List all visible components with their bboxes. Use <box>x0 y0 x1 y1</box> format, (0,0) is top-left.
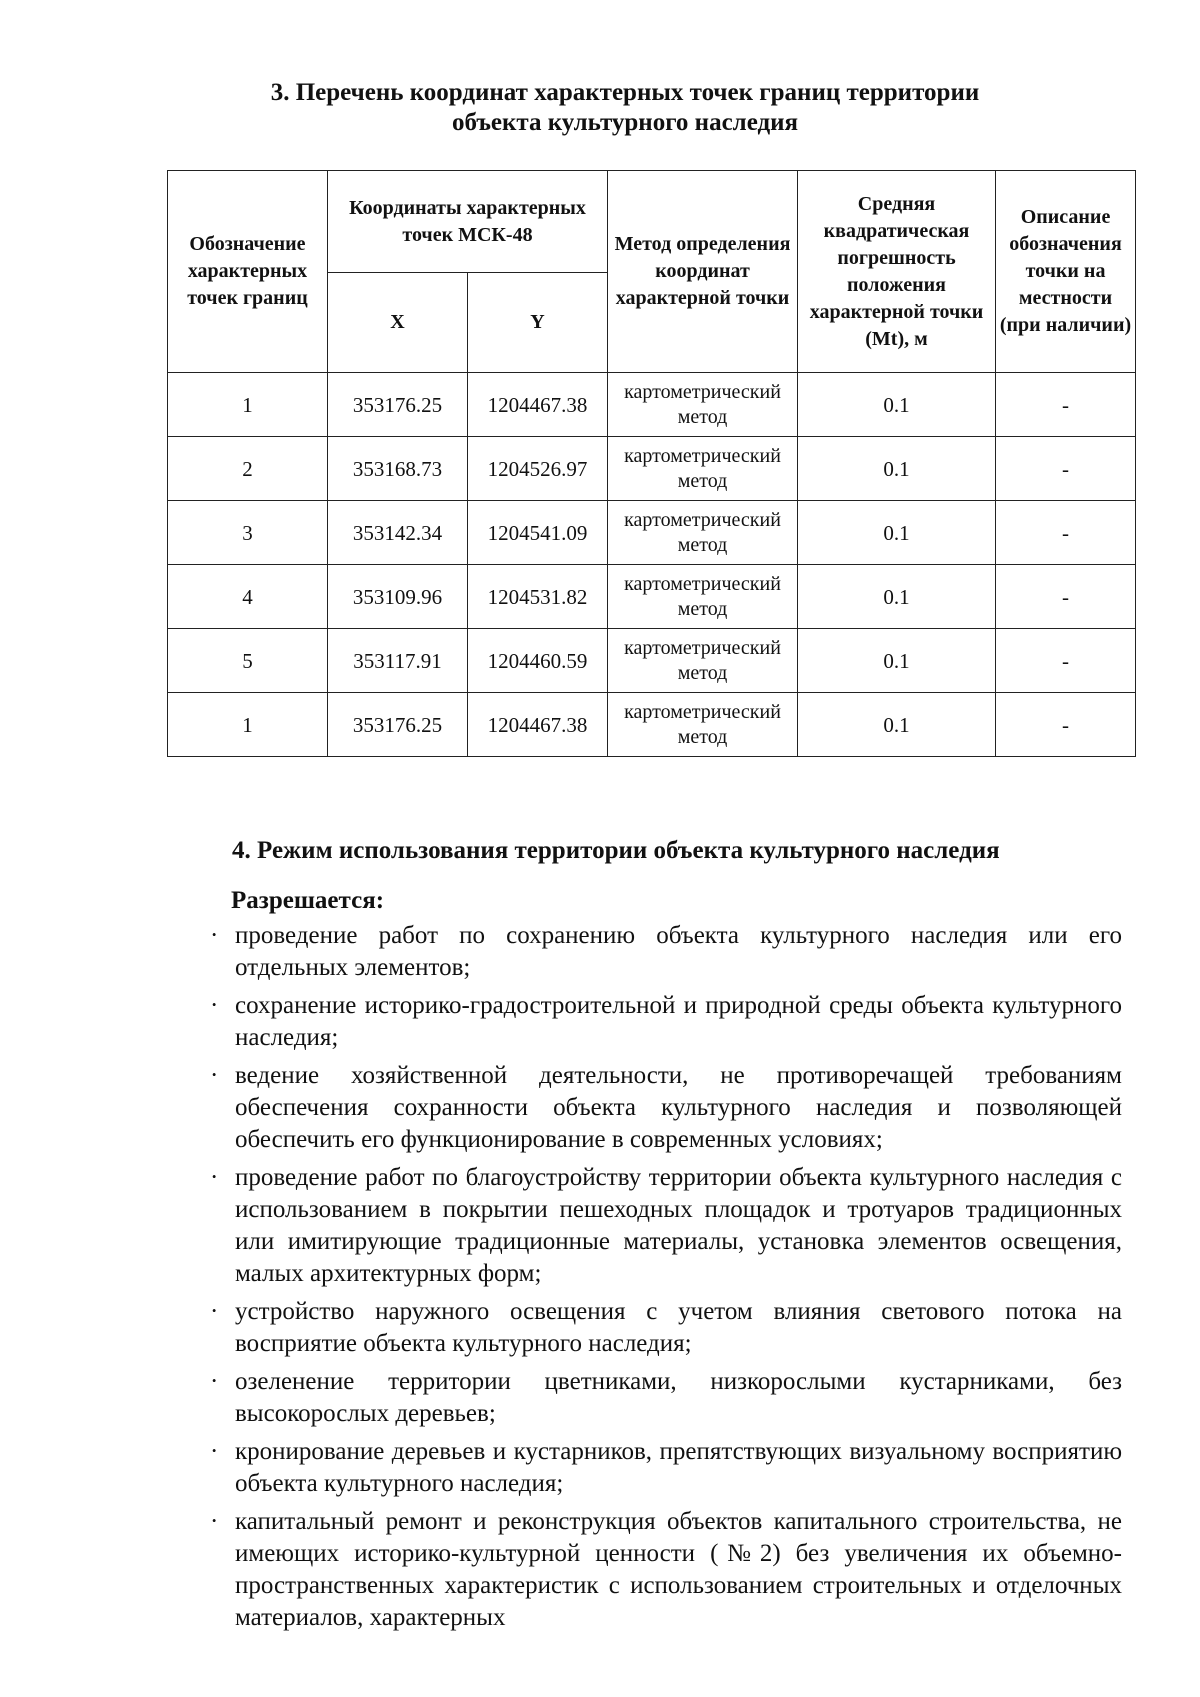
bullet-icon: · <box>210 1438 219 1465</box>
cell-description: - <box>996 437 1136 501</box>
cell-y: 1204526.97 <box>468 437 608 501</box>
header-designation: Обозначение характерных точек границ <box>168 171 328 373</box>
section-3-title-line2: объекта культурного наследия <box>451 109 799 136</box>
cell-description: - <box>996 629 1136 693</box>
cell-method: картометрический метод <box>608 437 798 501</box>
bullet-icon: · <box>210 1298 219 1325</box>
list-item <box>190 1162 1122 1290</box>
list-item <box>190 1506 1122 1634</box>
list-item <box>190 1366 1122 1430</box>
cell-y: 1204460.59 <box>468 629 608 693</box>
bullet-icon: · <box>210 1508 219 1535</box>
cell-error: 0.1 <box>798 565 996 629</box>
cell-x: 353176.25 <box>328 693 468 757</box>
cell-point: 3 <box>168 501 328 565</box>
cell-method: картометрический метод <box>608 565 798 629</box>
cell-method: картометрический метод <box>608 501 798 565</box>
list-item-text: устройство наружного освещения с учетом влияния светового потока на восприятие объекта культурного наследия; <box>235 1298 1122 1357</box>
table-row <box>168 501 1136 565</box>
cell-point: 1 <box>168 693 328 757</box>
header-coordinates-group: Координаты характерных точек МСК-48 <box>328 171 608 273</box>
cell-x: 353142.34 <box>328 501 468 565</box>
cell-x: 353117.91 <box>328 629 468 693</box>
list-item <box>190 1296 1122 1360</box>
allowed-heading: Разрешается: <box>231 887 385 914</box>
list-item-text: озеленение территории цветниками, низкорослыми кустарниками, без высокорослых деревьев; <box>235 1368 1122 1427</box>
bullet-icon: · <box>210 1062 219 1089</box>
cell-y: 1204531.82 <box>468 565 608 629</box>
list-item-text: сохранение историко-градостроительной и природной среды объекта культурного наследия; <box>235 992 1122 1051</box>
bullet-icon: · <box>210 992 219 1019</box>
cell-error: 0.1 <box>798 373 996 437</box>
bullet-icon: · <box>210 1368 219 1395</box>
cell-error: 0.1 <box>798 693 996 757</box>
cell-description: - <box>996 565 1136 629</box>
cell-method: картометрический метод <box>608 373 798 437</box>
list-item-text: кронирование деревьев и кустарников, препятствующих визуальному восприятию объекта культурного наследия; <box>235 1438 1122 1497</box>
cell-point: 4 <box>168 565 328 629</box>
list-item-text: капитальный ремонт и реконструкция объектов капитального строительства, не имеющих историко-культурной ценности (№2) без увеличения их объемно-пространственных характеристик с использованием строительных и отделочных материалов, характерных <box>235 1508 1122 1631</box>
list-item-text: ведение хозяйственной деятельности, не противоречащей требованиям обеспечения сохранности объекта культурного наследия и позволяющей обеспечить его функционирование в современных условиях; <box>235 1062 1122 1153</box>
list-item-text: проведение работ по сохранению объекта культурного наследия или его отдельных элементов; <box>235 922 1122 981</box>
header-method: Метод определения координат характерной точки <box>608 171 798 373</box>
list-item <box>190 1436 1122 1500</box>
table-row <box>168 565 1136 629</box>
cell-point: 1 <box>168 373 328 437</box>
cell-error: 0.1 <box>798 629 996 693</box>
section-4-title: 4. Режим использования территории объекта культурного наследия <box>232 837 1000 864</box>
table-row <box>168 373 1136 437</box>
cell-method: картометрический метод <box>608 629 798 693</box>
cell-error: 0.1 <box>798 501 996 565</box>
cell-description: - <box>996 693 1136 757</box>
cell-y: 1204467.38 <box>468 373 608 437</box>
bullet-icon: · <box>210 922 219 949</box>
cell-point: 5 <box>168 629 328 693</box>
cell-method: картометрический метод <box>608 693 798 757</box>
section-3-title-line1: 3. Перечень координат характерных точек границ территории <box>270 79 980 106</box>
list-item <box>190 990 1122 1054</box>
list-item <box>190 920 1122 984</box>
header-y: Y <box>468 273 608 373</box>
coordinates-table <box>167 170 1136 757</box>
table-row <box>168 629 1136 693</box>
allowed-list <box>190 920 1122 1640</box>
header-x: X <box>328 273 468 373</box>
header-error: Средняя квадратическая погрешность положения характерной точки (Mt), м <box>798 171 996 373</box>
list-item <box>190 1060 1122 1156</box>
cell-y: 1204467.38 <box>468 693 608 757</box>
cell-x: 353168.73 <box>328 437 468 501</box>
section-3-title <box>150 78 1100 138</box>
cell-point: 2 <box>168 437 328 501</box>
bullet-icon: · <box>210 1164 219 1191</box>
header-description: Описание обозначения точки на местности (при наличии) <box>996 171 1136 373</box>
cell-description: - <box>996 373 1136 437</box>
cell-error: 0.1 <box>798 437 996 501</box>
table-row <box>168 437 1136 501</box>
cell-x: 353176.25 <box>328 373 468 437</box>
cell-description: - <box>996 501 1136 565</box>
cell-x: 353109.96 <box>328 565 468 629</box>
cell-y: 1204541.09 <box>468 501 608 565</box>
list-item-text: проведение работ по благоустройству территории объекта культурного наследия с использованием в покрытии пешеходных площадок и тротуаров традиционных или имитирующие традиционные материалы, установка элементов освещения, малых архитектурных форм; <box>235 1164 1122 1287</box>
table-row <box>168 693 1136 757</box>
